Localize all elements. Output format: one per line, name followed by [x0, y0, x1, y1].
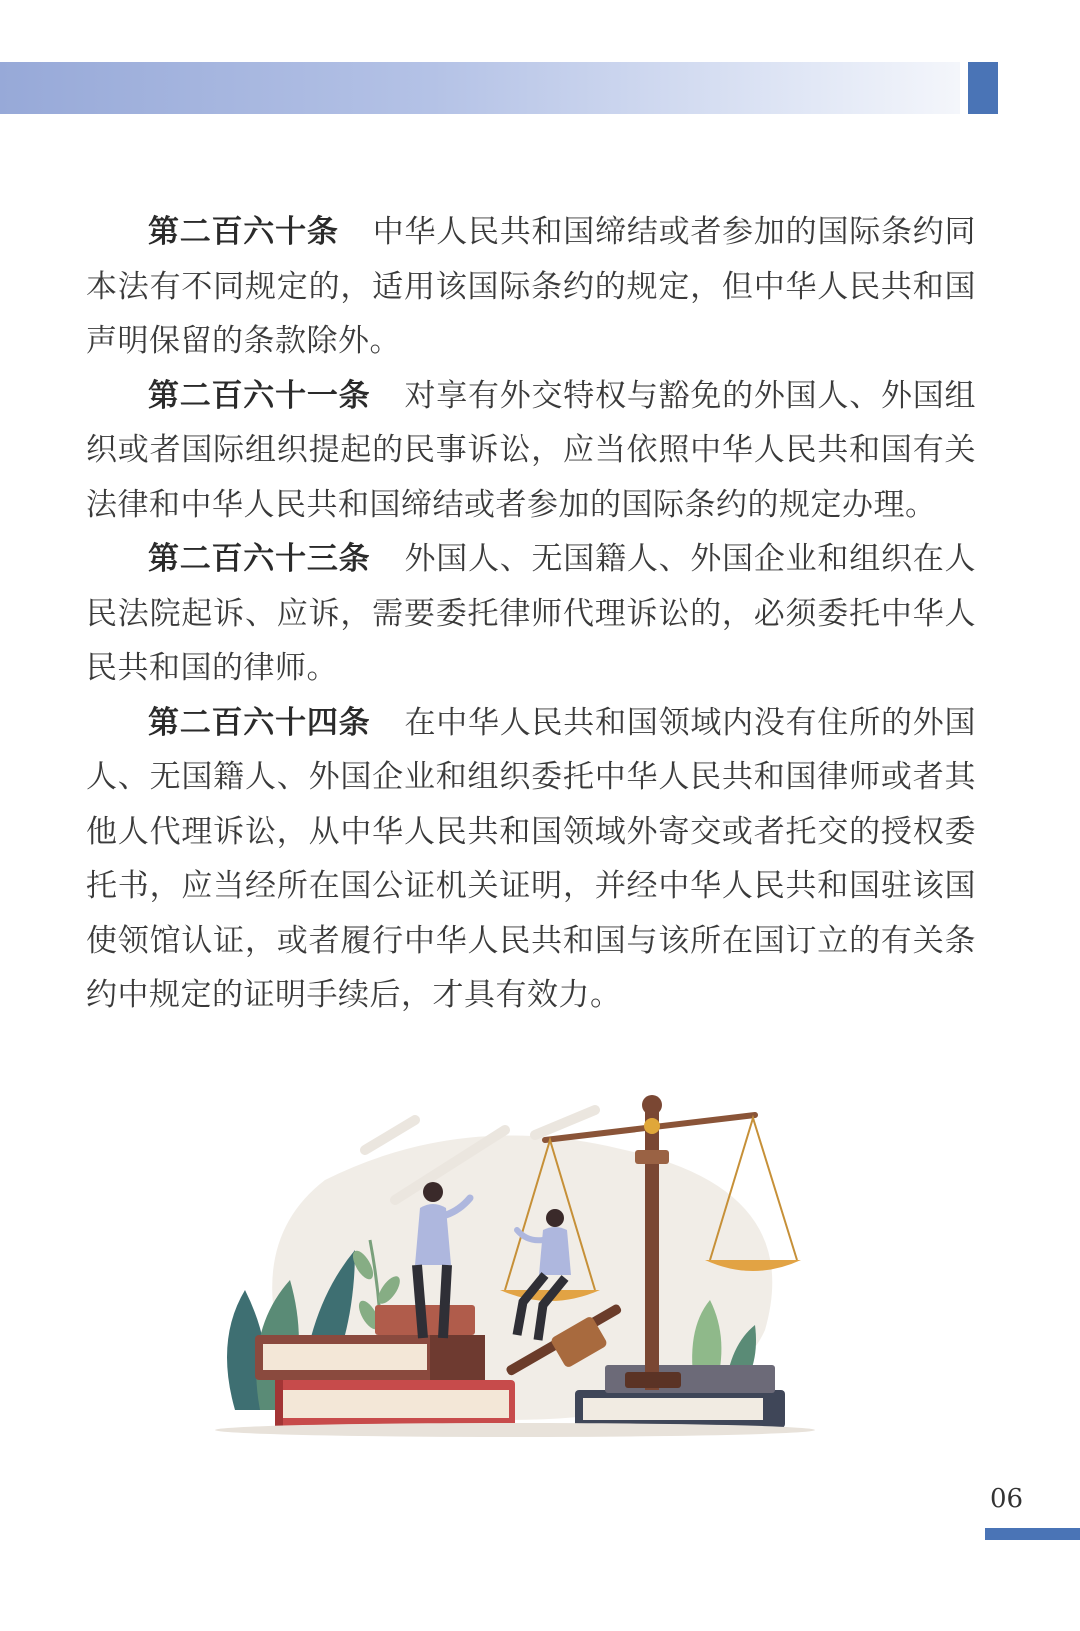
article-number: 第二百六十条 — [148, 214, 339, 250]
header-band — [0, 62, 960, 114]
footer-accent-bar — [985, 1528, 1080, 1540]
article-body: 在中华人民共和国领域内没有住所的外国人、无国籍人、外国企业和组织委托中华人民共和国律师或者其他人代理诉讼，从中华人民共和国领域外寄交或者托交的授权委托书，应当经所在国公证机关证明，并经中华人民共和国驻该国使领馆认证，或者履行中华人民共和国与该所在国订立的有关条约中规定的证明手续后，才具有效力。 — [86, 704, 977, 1013]
article-number: 第二百六十四条 — [148, 704, 371, 741]
justice-scale-illustration — [205, 1090, 825, 1450]
article-260 — [86, 205, 976, 369]
article-263 — [86, 532, 976, 696]
article-body: 中华人民共和国缔结或者参加的国际条约同本法有不同规定的，适用该国际条约的规定，但中华人民共和国声明保留的条款除外。 — [86, 214, 977, 359]
article-number: 第二百六十一条 — [148, 377, 371, 414]
article-261 — [86, 369, 976, 533]
article-number: 第二百六十三条 — [148, 541, 371, 577]
article-264 — [86, 696, 976, 1023]
article-body: 对享有外交特权与豁免的外国人、外国组织或者国际组织提起的民事诉讼，应当依照中华人民共和国有关法律和中华人民共和国缔结或者参加的国际条约的规定办理。 — [86, 377, 977, 523]
page-number: 06 — [990, 1484, 1024, 1514]
article-text — [86, 205, 976, 1023]
article-body: 外国人、无国籍人、外国企业和组织在人民法院起诉、应诉，需要委托律师代理诉讼的，必须委托中华人民共和国的律师。 — [86, 541, 977, 686]
header-accent-block — [968, 62, 998, 114]
